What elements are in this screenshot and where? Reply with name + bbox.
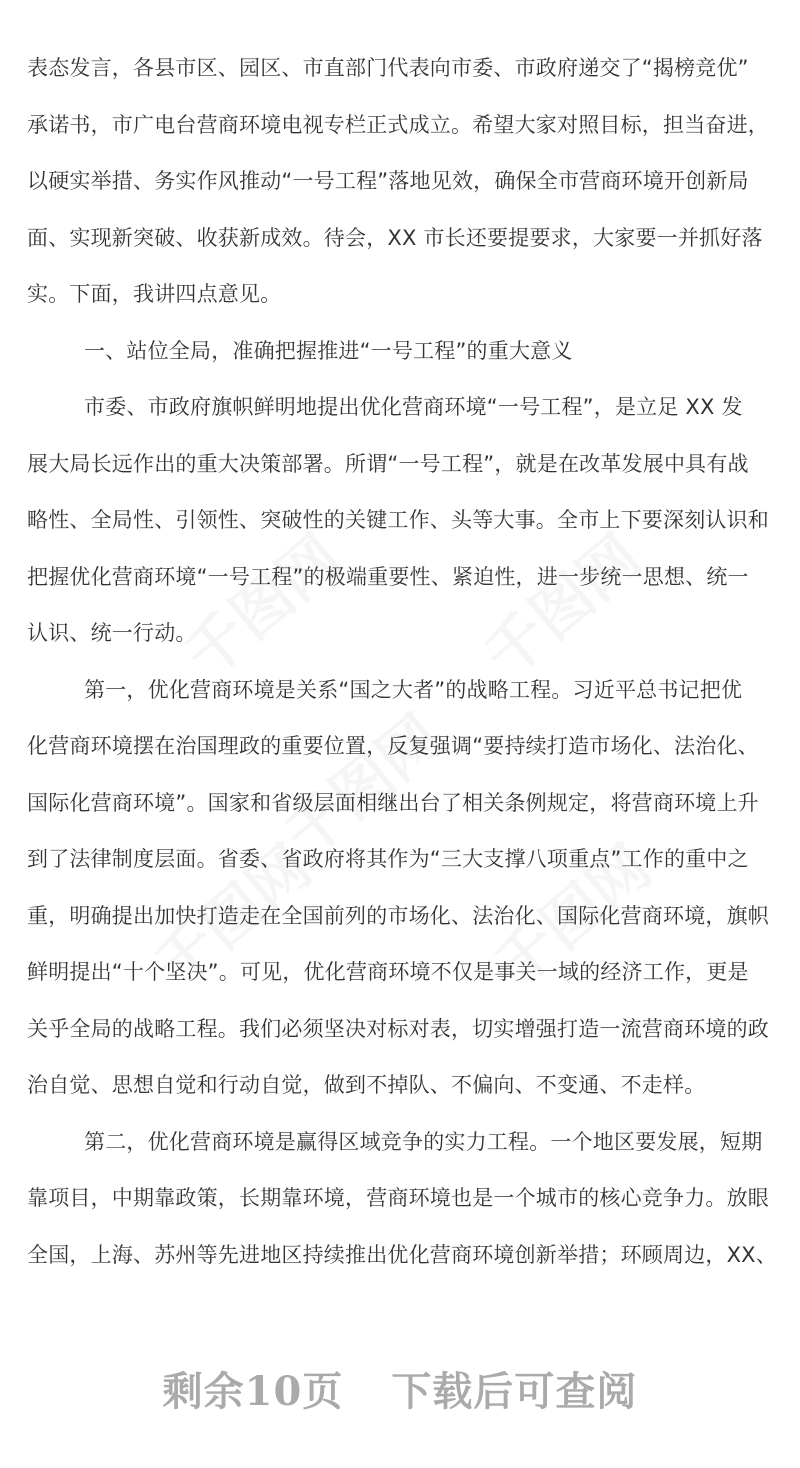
document-body bbox=[27, 40, 775, 1283]
watermark: 千图网 bbox=[171, 522, 355, 692]
text-line: 实。下面，我讲四点意见。 bbox=[27, 282, 282, 306]
watermark: 千图网 bbox=[141, 832, 325, 1002]
text-line: 表态发言，各县市区、园区、市直部门代表向市委、市政府递交了“揭榜竞优” bbox=[27, 56, 749, 80]
text-line: 关乎全局的战略工程。我们必须坚决对标对表，切实增强打造一流营商环境的政 bbox=[27, 1016, 769, 1041]
text-line: 承诺书，市广电台营商环境电视专栏正式成立。希望大家对照目标，担当奋进， bbox=[27, 112, 769, 137]
watermark: 千图网 bbox=[481, 832, 665, 1002]
text-line: 国际化营商环境”。国家和省级层面相继出台了相关条例规定，将营商环境上升 bbox=[27, 790, 759, 815]
text-line: 化营商环境摆在治国理政的重要位置，反复强调“要持续打造市场化、法治化、 bbox=[27, 734, 759, 758]
download-prompt[interactable] bbox=[0, 1360, 800, 1417]
download-label: 下载后可查阅 bbox=[391, 1368, 638, 1415]
text-line: 略性、全局性、引领性、突破性的关键工作、头等大事。全市上下要深刻认识和 bbox=[27, 508, 769, 532]
text-line: 第二，优化营商环境是赢得区域竞争的实力工程。一个地区要发展，短期 bbox=[84, 1129, 763, 1154]
text-line: 市委、市政府旗帜鲜明地提出优化营商环境“一号工程”，是立足 XX 发 bbox=[84, 395, 743, 419]
text-line: 面、实现新突破、收获新成效。待会，XX 市长还要提要求，大家要一并抓好落 bbox=[27, 225, 763, 250]
remaining-pages-label: 剩余10页 bbox=[162, 1368, 344, 1415]
text-line: 全国，上海、苏州等先进地区持续推出优化营商环境创新举措；环顾周边，XX、 bbox=[27, 1242, 777, 1267]
text-line: 把握优化营商环境“一号工程”的极端重要性、紧迫性，进一步统一思想、统一 bbox=[27, 564, 749, 589]
watermark: 千图网 bbox=[471, 522, 655, 692]
text-line: 认识、统一行动。 bbox=[27, 621, 197, 645]
text-line: 重，明确提出加快打造走在全国前列的市场化、法治化、国际化营商环境，旗帜 bbox=[27, 903, 769, 928]
text-line: 治自觉、思想自觉和行动自觉，做到不掉队、不偏向、不变通、不走样。 bbox=[27, 1073, 706, 1097]
section-heading: 一、站位全局，准确把握推进“一号工程”的重大意义 bbox=[84, 338, 573, 363]
text-line: 鲜明提出“十个坚决”。可见，优化营商环境不仅是事关一域的经济工作，更是 bbox=[27, 960, 749, 984]
text-line: 第一，优化营商环境是关系“国之大者”的战略工程。习近平总书记把优 bbox=[84, 677, 743, 702]
text-line: 以硬实举措、务实作风推动“一号工程”落地见效，确保全市营商环境开创新局 bbox=[27, 169, 749, 193]
text-line: 到了法律制度层面。省委、省政府将其作为“三大支撑八项重点”工作的重中之 bbox=[27, 847, 749, 871]
text-line: 靠项目，中期靠政策，长期靠环境，营商环境也是一个城市的核心竞争力。放眼 bbox=[27, 1186, 769, 1210]
watermark: 千图网 bbox=[271, 702, 455, 872]
text-line: 展大局长远作出的重大决策部署。所谓“一号工程”，就是在改革发展中具有战 bbox=[27, 451, 749, 476]
